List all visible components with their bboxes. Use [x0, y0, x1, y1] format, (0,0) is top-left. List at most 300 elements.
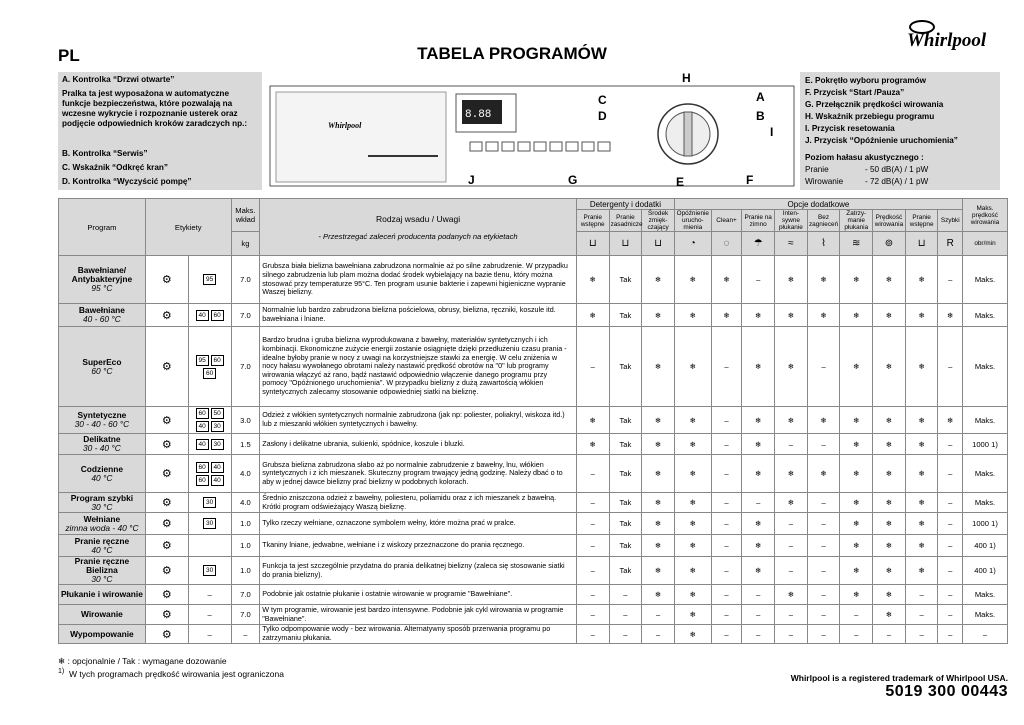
option-cell: –	[642, 625, 675, 644]
option-cell: –	[938, 434, 963, 455]
max-load: 4.0	[231, 455, 260, 493]
option-cell: ❄	[775, 585, 808, 605]
option-cell: Tak	[609, 327, 642, 407]
option-cell: ❄	[840, 327, 873, 407]
option-cell: –	[576, 455, 609, 493]
footnotes	[58, 656, 284, 679]
care-labels: 30	[188, 493, 231, 513]
spin-speed: Maks.	[962, 327, 1007, 407]
callout-h: H	[682, 71, 691, 85]
option-cell: –	[742, 256, 775, 304]
option-cell: –	[905, 585, 938, 605]
option-cell: ❄	[775, 493, 808, 513]
max-load: 7.0	[231, 256, 260, 304]
option-cell: ❄	[642, 585, 675, 605]
option-cell: ❄	[742, 455, 775, 493]
footnote-1: ❄ : opcjonalnie / Tak : wymagane dozowanie	[58, 656, 227, 666]
program-icon: ⚙	[145, 625, 188, 644]
program-icon: ⚙	[145, 535, 188, 557]
callout-c: C	[598, 93, 607, 107]
option-cell: –	[938, 605, 963, 625]
option-cell: –	[711, 327, 742, 407]
option-cell: ❄	[576, 407, 609, 434]
option-cell: –	[711, 605, 742, 625]
option-cell: –	[873, 625, 906, 644]
spin-speed: 400 1)	[962, 557, 1007, 585]
max-load: 4.0	[231, 493, 260, 513]
option-cell: –	[609, 605, 642, 625]
noise-title: Poziom hałasu akustycznego :	[805, 153, 924, 162]
option-cell: Tak	[609, 407, 642, 434]
care-labels	[188, 535, 231, 557]
option-cell: ❄	[873, 304, 906, 327]
option-cell: –	[576, 535, 609, 557]
option-cell: ❄	[905, 434, 938, 455]
option-cell: –	[807, 625, 840, 644]
col-option-4: Clean+	[711, 210, 742, 232]
option-cell: ❄	[840, 493, 873, 513]
option-icon-0: ⊔	[576, 232, 609, 256]
program-icon: ⚙	[145, 585, 188, 605]
option-cell: ❄	[873, 557, 906, 585]
option-icon-4: ◌	[711, 232, 742, 256]
option-cell: –	[711, 455, 742, 493]
option-cell: ❄	[674, 407, 711, 434]
option-cell: ❄	[642, 304, 675, 327]
col-max-load: Maks. wkład	[231, 199, 260, 232]
option-cell: –	[576, 557, 609, 585]
option-cell: Tak	[609, 434, 642, 455]
option-cell: ❄	[873, 455, 906, 493]
noise-spin: Wirowanie - 72 dB(A) / 1 pW	[805, 177, 929, 186]
option-icon-6: ≈	[775, 232, 808, 256]
legend-a: A. Kontrolka “Drzwi otwarte”	[62, 75, 175, 84]
program-name: Codzienne 40 °C	[59, 455, 146, 493]
option-cell: ❄	[905, 327, 938, 407]
option-cell: ❄	[905, 407, 938, 434]
indicator-legend-left	[58, 72, 262, 190]
care-labels: 40 60	[188, 304, 231, 327]
spin-speed: Maks.	[962, 585, 1007, 605]
load-description: Bardzo brudna i gruba bielizna wyprodukowana z bawełny, materiałów syntetycznych i ich kombinacji. Ekonomiczne zużycie energii zostanie osiągnięte dzięki przedłużeniu czasu prania - idealne byłoby pranie w nocy z uwagi na korzystniejsze stawki za energię. W celu zniżenia w nocy hałasu wywołanego obrotami należy nastawić prędkość obrotów na "0" lub programy wirowania włączyć aż rano, bądź nastawić odpowiednio włączenie danego programu przy pomocy "Opóźnionego uruchomienia". W przypadku bielizny z dużą zawartością włókien syntetycznych zalecamy stosowanie odpowiedniej siatki na bieliznę.	[260, 327, 577, 407]
option-cell: –	[938, 557, 963, 585]
table-row	[59, 493, 1008, 513]
col-option-10: Pranie wstępne	[905, 210, 938, 232]
table-row	[59, 535, 1008, 557]
col-group-detergents: Detergenty i dodatki	[576, 199, 674, 210]
col-option-3: Opóźnienie urucho-mienia	[674, 210, 711, 232]
max-load: 3.0	[231, 407, 260, 434]
option-cell: ❄	[840, 304, 873, 327]
max-load: 1.5	[231, 434, 260, 455]
option-cell: –	[742, 605, 775, 625]
option-cell: ❄	[840, 585, 873, 605]
program-icon: ⚙	[145, 605, 188, 625]
indicator-legend-right	[800, 72, 1000, 190]
option-cell: ❄	[642, 407, 675, 434]
option-cell: –	[576, 327, 609, 407]
callout-g: G	[568, 173, 578, 187]
option-cell: –	[807, 434, 840, 455]
option-cell: –	[742, 625, 775, 644]
table-row	[59, 327, 1008, 407]
option-cell: –	[711, 535, 742, 557]
option-cell: ❄	[775, 455, 808, 493]
program-name: Wypompowanie	[59, 625, 146, 644]
option-cell: ❄	[742, 513, 775, 535]
col-group-options: Opcje dodatkowe	[674, 199, 962, 210]
option-cell: ❄	[840, 513, 873, 535]
option-cell: ❄	[905, 557, 938, 585]
spin-speed: –	[962, 625, 1007, 644]
legend-h: H. Wskaźnik przebiegu programu	[805, 112, 935, 121]
legend-g: G. Przełącznik prędkości wirowania	[805, 100, 944, 109]
care-labels: 60 4060 40	[188, 455, 231, 493]
option-cell: ❄	[742, 434, 775, 455]
option-cell: ❄	[674, 605, 711, 625]
legend-f: F. Przycisk “Start /Pauza”	[805, 88, 905, 97]
option-cell: ❄	[873, 493, 906, 513]
program-name: Bawełniane/ Antybakteryjne 95 °C	[59, 256, 146, 304]
spin-speed: Maks.	[962, 407, 1007, 434]
option-cell: ❄	[674, 434, 711, 455]
option-cell: ❄	[674, 535, 711, 557]
option-cell: ❄	[642, 327, 675, 407]
option-cell: ❄	[905, 513, 938, 535]
option-cell: –	[807, 605, 840, 625]
spin-speed: Maks.	[962, 605, 1007, 625]
col-option-1: Pranie zasadnicze	[609, 210, 642, 232]
option-cell: ❄	[642, 493, 675, 513]
option-cell: ❄	[642, 513, 675, 535]
program-icon: ⚙	[145, 493, 188, 513]
brand-logo	[903, 18, 993, 54]
option-cell: ❄	[873, 585, 906, 605]
program-icon: ⚙	[145, 327, 188, 407]
option-icon-9: ⊚	[873, 232, 906, 256]
option-icon-7: ⌇	[807, 232, 840, 256]
callout-d: D	[598, 109, 607, 123]
col-kg: kg	[231, 232, 260, 256]
program-name: Płukanie i wirowanie	[59, 585, 146, 605]
program-table	[58, 198, 1008, 644]
option-cell: ❄	[642, 455, 675, 493]
table-row	[59, 407, 1008, 434]
spin-speed: Maks.	[962, 493, 1007, 513]
option-cell: ❄	[642, 256, 675, 304]
care-labels: 95 6060	[188, 327, 231, 407]
option-cell: ❄	[711, 256, 742, 304]
load-description: Odzież z włókien syntetycznych normalnie zabrudzona (jak np: poliester, poliakryl, wiskoza itd.) lub z mieszanki włókien syntetycznych i bawełny.	[260, 407, 577, 434]
option-cell: ❄	[840, 535, 873, 557]
option-cell: Tak	[609, 493, 642, 513]
option-cell: –	[938, 256, 963, 304]
option-cell: –	[807, 513, 840, 535]
option-cell: –	[938, 625, 963, 644]
option-cell: ❄	[840, 434, 873, 455]
program-icon: ⚙	[145, 513, 188, 535]
option-cell: ❄	[873, 256, 906, 304]
option-cell: ❄	[807, 455, 840, 493]
option-cell: ❄	[711, 304, 742, 327]
option-cell: –	[576, 513, 609, 535]
control-panel-drawing	[268, 71, 796, 190]
spin-speed: 1000 1)	[962, 513, 1007, 535]
option-cell: –	[807, 557, 840, 585]
option-cell: ❄	[775, 304, 808, 327]
col-labels: Etykiety	[145, 199, 231, 256]
option-cell: ❄	[873, 605, 906, 625]
option-cell: Tak	[609, 535, 642, 557]
care-labels: 40 30	[188, 434, 231, 455]
table-row	[59, 513, 1008, 535]
option-cell: ❄	[742, 407, 775, 434]
noise-wash: Pranie - 50 dB(A) / 1 pW	[805, 165, 929, 174]
display-digits: 8.88	[465, 109, 492, 121]
program-name: Wirowanie	[59, 605, 146, 625]
care-labels: –	[188, 585, 231, 605]
option-icon-5: ☂	[742, 232, 775, 256]
load-description: Tylko odpompowanie wody - bez wirowania. Alternatywny sposób przerwania programu po zatrzymaniu płukania.	[260, 625, 577, 644]
option-cell: ❄	[642, 557, 675, 585]
program-name: Wełniane zimna woda - 40 °C	[59, 513, 146, 535]
spin-speed: Maks.	[962, 256, 1007, 304]
option-cell: ❄	[807, 407, 840, 434]
program-icon: ⚙	[145, 407, 188, 434]
legend-b: B. Kontrolka “Serwis”	[62, 149, 148, 158]
option-icon-3: ◔	[674, 232, 711, 256]
option-cell: ❄	[674, 327, 711, 407]
option-cell: –	[711, 407, 742, 434]
footnote-2: $^{1)}$ W tych programach prędkość wirowania jest ograniczona	[58, 667, 284, 679]
program-icon: ⚙	[145, 455, 188, 493]
option-cell: –	[938, 535, 963, 557]
spin-speed: Maks.	[962, 455, 1007, 493]
option-cell: ❄	[905, 304, 938, 327]
option-cell: ❄	[905, 256, 938, 304]
legend-j: J. Przycisk “Opóźnienie uruchomienia”	[805, 136, 958, 145]
max-load: –	[231, 625, 260, 644]
program-name: Pranie ręczne Bielizna 30 °C	[59, 557, 146, 585]
program-name: Pranie ręczne 40 °C	[59, 535, 146, 557]
option-cell: –	[576, 493, 609, 513]
option-cell: ❄	[905, 535, 938, 557]
option-cell: ❄	[674, 455, 711, 493]
option-cell: –	[938, 513, 963, 535]
language-code: PL	[58, 46, 80, 65]
care-labels: –	[188, 605, 231, 625]
option-cell: ❄	[807, 256, 840, 304]
program-name: Program szybki 30 °C	[59, 493, 146, 513]
care-labels: 95	[188, 256, 231, 304]
option-cell: ❄	[742, 557, 775, 585]
option-cell: ❄	[742, 327, 775, 407]
col-option-11: Szybki	[938, 210, 963, 232]
option-cell: ❄	[873, 434, 906, 455]
option-cell: ❄	[775, 327, 808, 407]
option-cell: ❄	[674, 256, 711, 304]
program-icon: ⚙	[145, 256, 188, 304]
option-cell: ❄	[674, 625, 711, 644]
trademark-note: Whirlpool is a registered trademark of Whirlpool USA.	[790, 673, 1008, 683]
program-icon: ⚙	[145, 304, 188, 327]
option-cell: –	[905, 605, 938, 625]
max-load: 7.0	[231, 304, 260, 327]
load-description: Tylko rzeczy wełniane, oznaczone symbolem wełny, które można prać w pralce.	[260, 513, 577, 535]
spin-unit: obr/min	[962, 232, 1007, 256]
panel-brand: Whirlpool	[328, 121, 362, 130]
option-cell: –	[807, 535, 840, 557]
spin-speed: Maks.	[962, 304, 1007, 327]
option-cell: Tak	[609, 513, 642, 535]
callout-a: A	[756, 90, 765, 104]
option-cell: ❄	[674, 304, 711, 327]
table-row	[59, 434, 1008, 455]
option-cell: Tak	[609, 304, 642, 327]
col-option-5: Pranie na zimno	[742, 210, 775, 232]
legend-i: I. Przycisk resetowania	[805, 124, 895, 133]
program-icon: ⚙	[145, 434, 188, 455]
option-cell: –	[711, 493, 742, 513]
option-cell: –	[938, 327, 963, 407]
brand-name: Whirlpool	[907, 30, 987, 51]
option-icon-11: R	[938, 232, 963, 256]
option-cell: ❄	[576, 434, 609, 455]
col-option-9: Prędkość wirowania	[873, 210, 906, 232]
option-cell: ❄	[674, 557, 711, 585]
col-option-7: Bez zagnieceń	[807, 210, 840, 232]
max-load: 7.0	[231, 585, 260, 605]
option-cell: ❄	[674, 493, 711, 513]
care-labels: 60 5040 30	[188, 407, 231, 434]
document-code: 5019 300 00443	[885, 683, 1008, 700]
legend-a-desc: Pralka ta jest wyposażona w automatyczne funkcje bezpieczeństwa, które pozwalają na wczesne wykrycie i rozpoznanie usterek oraz podjęcie odpowiednich kroków zaradczych np.:	[62, 89, 248, 128]
spin-speed: 400 1)	[962, 535, 1007, 557]
option-cell: ❄	[840, 256, 873, 304]
option-cell: ❄	[905, 455, 938, 493]
option-cell: –	[609, 625, 642, 644]
load-description: Tkaniny lniane, jedwabne, wełniane i z wiskozy przeznaczone do prania ręcznego.	[260, 535, 577, 557]
option-cell: –	[775, 513, 808, 535]
option-cell: –	[711, 585, 742, 605]
option-cell: ❄	[775, 256, 808, 304]
option-cell: –	[775, 434, 808, 455]
option-cell: –	[775, 605, 808, 625]
option-cell: –	[576, 605, 609, 625]
option-cell: –	[742, 493, 775, 513]
col-option-6: Inten-sywne płukanie	[775, 210, 808, 232]
option-cell: ❄	[775, 407, 808, 434]
option-cell: Tak	[609, 455, 642, 493]
option-cell: Tak	[609, 256, 642, 304]
table-row	[59, 256, 1008, 304]
option-cell: ❄	[840, 407, 873, 434]
table-row	[59, 605, 1008, 625]
table-row	[59, 625, 1008, 644]
care-labels: 30	[188, 513, 231, 535]
col-program: Program	[59, 199, 146, 256]
option-cell: –	[840, 605, 873, 625]
load-description: Funkcja ta jest szczególnie przydatna do prania delikatnej bielizny (zaleca się stosowanie siatki do prania bielizny).	[260, 557, 577, 585]
callout-f: F	[746, 173, 754, 187]
table-row	[59, 455, 1008, 493]
option-cell: ❄	[938, 304, 963, 327]
option-cell: ❄	[840, 557, 873, 585]
load-description: Podobnie jak ostatnie płukanie i ostatnie wirowanie w programie "Bawełniane".	[260, 585, 577, 605]
table-row	[59, 557, 1008, 585]
program-name: Bawełniane 40 - 60 °C	[59, 304, 146, 327]
max-load: 1.0	[231, 557, 260, 585]
option-cell: ❄	[938, 407, 963, 434]
max-load: 1.0	[231, 513, 260, 535]
option-cell: –	[576, 625, 609, 644]
option-cell: ❄	[873, 535, 906, 557]
col-option-8: Zatrzy-manie płukania	[840, 210, 873, 232]
program-name: Syntetyczne 30 - 40 - 60 °C	[59, 407, 146, 434]
col-option-0: Pranie wstępne	[576, 210, 609, 232]
callout-i: I	[770, 125, 774, 139]
load-description: Zasłony i delikatne ubrania, sukienki, spódnice, koszule i bluzki.	[260, 434, 577, 455]
max-load: 7.0	[231, 327, 260, 407]
option-cell: –	[711, 513, 742, 535]
legend-d: D. Kontrolka “Wyczyścić pompę”	[62, 177, 192, 186]
option-cell: ❄	[674, 585, 711, 605]
option-cell: –	[807, 327, 840, 407]
option-cell: –	[609, 585, 642, 605]
max-load: 1.0	[231, 535, 260, 557]
option-cell: –	[807, 493, 840, 513]
program-icon: ⚙	[145, 557, 188, 585]
load-description: Normalnie lub bardzo zabrudzona bielizna pościelowa, obrusy, bielizna, ręczniki, koszule itd. bawełniana i lniane.	[260, 304, 577, 327]
option-cell: ❄	[905, 493, 938, 513]
col-option-2: Środek zmięk-czający	[642, 210, 675, 232]
callout-j: J	[468, 173, 475, 187]
option-cell: –	[576, 585, 609, 605]
option-cell: ❄	[576, 304, 609, 327]
option-icon-10: ⊔	[905, 232, 938, 256]
table-row	[59, 585, 1008, 605]
option-cell: ❄	[873, 407, 906, 434]
option-cell: ❄	[873, 513, 906, 535]
option-cell: ❄	[576, 256, 609, 304]
option-icon-2: ⊔	[642, 232, 675, 256]
option-icon-1: ⊔	[609, 232, 642, 256]
option-cell: ❄	[742, 304, 775, 327]
option-cell: –	[938, 455, 963, 493]
spin-speed: 1000 1)	[962, 434, 1007, 455]
legend-e: E. Pokrętło wyboru programów	[805, 76, 927, 85]
option-cell: –	[711, 434, 742, 455]
load-description: Grubsza bielizna zabrudzona słabo aż po normalnie zabrudzenie z bawełny, lnu, włókien syntetycznych i z ich mieszanek. Skuteczny program trwający jedną godzinę. Należy dbać o to aby w jednej dawce bielizny prać bielizny w podobnych kolorach.	[260, 455, 577, 493]
option-cell: ❄	[807, 304, 840, 327]
load-description: W tym programie, wirowanie jest bardzo intensywne. Podobnie jak cykl wirowania w programie "Bawełniane".	[260, 605, 577, 625]
option-cell: –	[711, 557, 742, 585]
callout-e: E	[676, 175, 685, 189]
option-cell: ❄	[642, 434, 675, 455]
option-cell: –	[642, 605, 675, 625]
program-name: Delikatne 30 - 40 °C	[59, 434, 146, 455]
option-cell: –	[905, 625, 938, 644]
option-cell: –	[938, 585, 963, 605]
option-cell: –	[775, 625, 808, 644]
option-cell: –	[775, 535, 808, 557]
option-cell: ❄	[674, 513, 711, 535]
col-max-spin: Maks. prędkość wirowania	[962, 199, 1007, 232]
option-cell: –	[775, 557, 808, 585]
option-icon-8: ≋	[840, 232, 873, 256]
option-cell: –	[807, 585, 840, 605]
option-cell: ❄	[642, 535, 675, 557]
